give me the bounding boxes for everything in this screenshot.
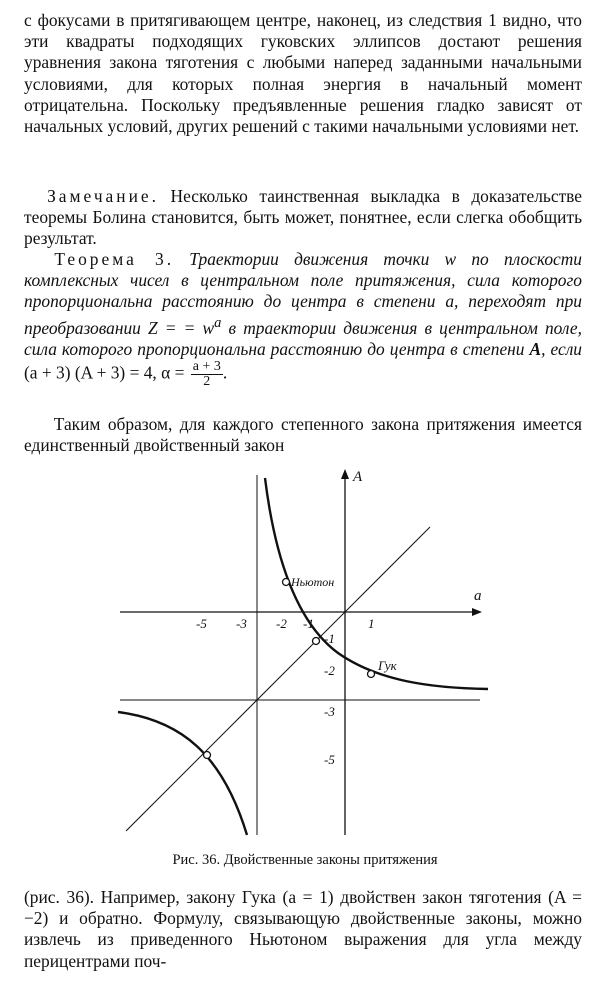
theorem-fraction <box>191 360 223 389</box>
continuation-paragraph <box>24 414 582 456</box>
theorem-body: Траектории движения точки w по плоскости комплексных чисел в центральном поле притяжения, сила которого пропорциональна расстоянию до центра в степени a, переходят при преобразовании Z = = w <box>24 249 582 338</box>
y-tick-label: -5 <box>324 752 335 767</box>
y-tick-label: -1 <box>324 631 335 646</box>
bottom-paragraph: (рис. 36). Например, закону Гука (a = 1) двойствен закон тяготения (A = −2) и обратно. Формулу, связывающую двойственные законы, можно извлечь из приведенного Ньютоном выражения для угла между перицентрами поч- <box>24 887 582 971</box>
y-axis-label: A <box>353 469 363 485</box>
theorem-paragraph <box>24 249 582 389</box>
theorem-heading: Теорема 3. <box>54 249 175 269</box>
fraction-denominator: 2 <box>203 373 211 389</box>
x-tick-label: -1 <box>303 616 314 631</box>
newton-point <box>283 579 290 586</box>
y-axis-arrow <box>341 469 349 479</box>
theorem-body-3: , если <box>541 338 582 359</box>
hooke-label: Гук <box>378 658 397 673</box>
hyperbola-lower-branch <box>118 712 247 835</box>
theorem-period: . <box>222 362 228 383</box>
fixed-point-1 <box>313 638 320 645</box>
duality-figure <box>110 455 500 845</box>
x-tick-label: 1 <box>368 616 375 631</box>
theorem-body-2: в траектории движения в центральном поле, сила которого пропорциональна расстоянию до центра в степени <box>24 317 583 359</box>
x-tick-label: -5 <box>196 616 207 631</box>
x-axis-arrow <box>472 608 482 616</box>
remark-paragraph <box>24 186 582 250</box>
fixed-point-2 <box>204 752 211 759</box>
x-tick-label: -3 <box>236 616 247 631</box>
y-tick-label: -2 <box>324 663 335 678</box>
hooke-point <box>368 671 375 678</box>
theorem-A: A <box>529 338 542 359</box>
y-tick-label: -3 <box>324 704 335 719</box>
newton-label: Ньютон <box>291 575 335 589</box>
fraction-numerator: a + 3 <box>192 358 221 374</box>
continuation-text: Таким образом, для каждого степенного закона притяжения имеется единственный двойственный закон <box>24 414 583 456</box>
x-tick-label: -2 <box>276 616 287 631</box>
remark-heading: Замечание. <box>47 186 159 206</box>
theorem-superscript: a <box>214 314 222 331</box>
top-paragraph: с фокусами в притягивающем центре, наконец, из следствия 1 видно, что эти квадраты подходящих гуковских эллипсов достают решения уравнения закона тяготения с любыми наперед заданными начальными условиями, для которых полная энергия в начальный момент отрицательна. Поскольку предъявленные решения гладко зависят от начальных условий, других решений с такими начальными условиями нет. <box>24 10 582 137</box>
x-axis-label: a <box>474 588 482 604</box>
figure-caption: Рис. 36. Двойственные законы притяжения <box>172 852 438 868</box>
remark-body: Несколько таинственная выкладка в доказательстве теоремы Болина становится, быть может, понятнее, если слегка обобщить результат. <box>24 186 582 249</box>
diagonal-line <box>126 527 430 831</box>
theorem-equation: (a + 3) (A + 3) = 4, α = <box>24 362 189 383</box>
